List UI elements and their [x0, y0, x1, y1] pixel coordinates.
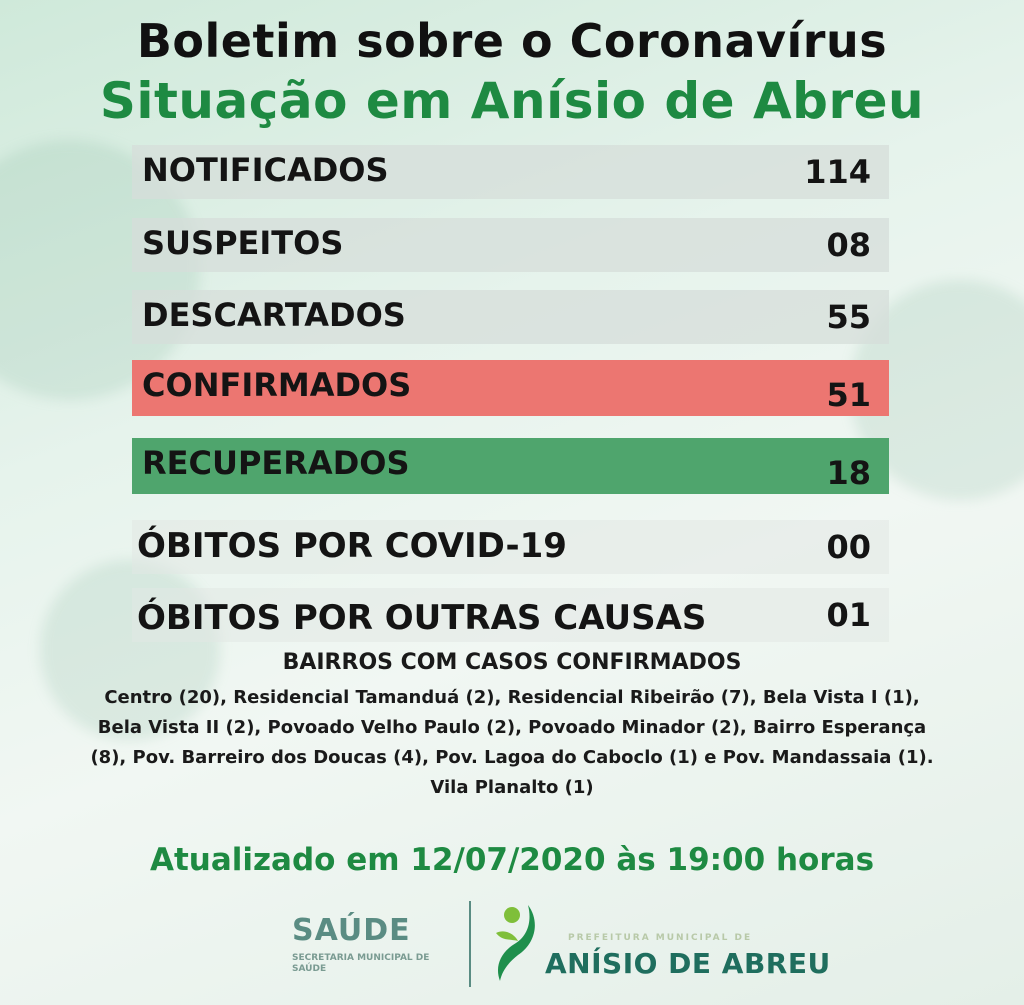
stat-row-obitos-covid — [132, 520, 889, 574]
bairros-line: Centro (20), Residencial Tamanduá (2), Residencial Ribeirão (7), Bela Vista I (1), — [104, 687, 920, 708]
stat-value: 51 — [826, 376, 871, 414]
bairros-title: BAIRROS COM CASOS CONFIRMADOS — [282, 650, 742, 675]
stat-row-descartados — [132, 290, 889, 344]
bulletin-subtitle: Situação em Anísio de Abreu — [99, 72, 925, 130]
bairros-line: (8), Pov. Barreiro dos Doucas (4), Pov. Lagoa do Caboclo (1) e Pov. Mandassaia (1). — [90, 747, 934, 768]
stat-row-recuperados — [132, 438, 889, 494]
bairros-line: Bela Vista II (2), Povoado Velho Paulo (2), Povoado Minador (2), Bairro Esperança — [97, 717, 927, 738]
stat-value: 00 — [826, 528, 871, 566]
stat-row-suspeitos — [132, 218, 889, 272]
bulletin-title: Boletim sobre o Coronavírus — [136, 14, 888, 68]
saude-logo-text: SAÚDE — [292, 913, 411, 948]
stat-value: 01 — [826, 596, 871, 634]
logo-divider — [469, 901, 471, 987]
stat-row-confirmados — [132, 360, 889, 416]
stat-value: 55 — [826, 298, 871, 336]
stat-value: 18 — [826, 454, 871, 492]
stat-row-notificados — [132, 145, 889, 199]
bairros-line: Vila Planalto (1) — [430, 777, 594, 798]
stat-label: ÓBITOS POR OUTRAS CAUSAS — [137, 598, 707, 638]
stat-label: DESCARTADOS — [142, 296, 406, 334]
updated-timestamp: Atualizado em 12/07/2020 às 19:00 horas — [149, 842, 875, 878]
saude-logo-subtext: SECRETARIA MUNICIPAL DE SAÚDE — [292, 953, 430, 974]
footer-logos — [0, 895, 1024, 995]
stat-label: ÓBITOS POR COVID-19 — [137, 526, 567, 566]
stat-label: NOTIFICADOS — [142, 151, 389, 189]
prefeitura-small-text: PREFEITURA MUNICIPAL DE — [568, 933, 753, 943]
prefeitura-name: ANÍSIO DE ABREU — [545, 947, 831, 980]
stat-row-obitos-outras — [132, 588, 889, 642]
stat-label: CONFIRMADOS — [142, 366, 412, 404]
stat-label: SUSPEITOS — [142, 224, 344, 262]
bairros-list — [28, 683, 996, 803]
prefeitura-logo-icon — [488, 903, 548, 983]
stat-value: 114 — [804, 153, 871, 191]
stat-value: 08 — [826, 226, 871, 264]
stat-label: RECUPERADOS — [142, 444, 410, 482]
